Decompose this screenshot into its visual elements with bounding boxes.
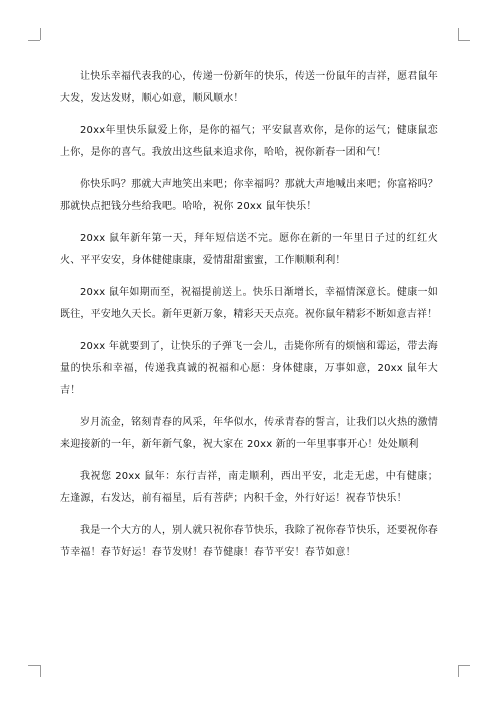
paragraph: 我祝您 20xx 鼠年：东行吉祥，南走顺利，西出平安，北走无虑，中有健康；左逢源，右发达，前有福星，后有菩萨；内积千金，外行好运！祝春节快乐！ [60,471,438,504]
paragraph: 20xx年里快乐鼠爱上你，是你的福气；平安鼠喜欢你，是你的运气；健康鼠恋上你，是你的喜气。我放出这些鼠来追求你，哈哈，祝你新春一团和气！ [60,125,438,158]
paragraph: 20xx 鼠年新年第一天，拜年短信送不完。愿你在新的一年里日子过的红红火火、平平安安，身体健健康康，爱情甜甜蜜蜜，工作顺顺利利！ [60,233,438,266]
paragraph: 让快乐幸福代表我的心，传递一份新年的快乐，传送一份鼠年的吉祥，愿君鼠年大发，发达发财，顺心如意，顺风顺水！ [60,71,438,104]
paragraph: 我是一个大方的人，别人就只祝你春节快乐，我除了祝你春节快乐，还要祝你春节幸福！春节好运！春节发财！春节健康！春节平安！春节如意！ [60,525,438,558]
paragraph: 20xx 年就要到了，让快乐的子弹飞一会儿，击毙你所有的烦恼和霉运，带去海量的快乐和幸福，传递我真诚的祝福和心愿：身体健康，万事如意，20xx 鼠年大吉！ [60,341,438,396]
document-body [60,66,438,574]
paragraph: 岁月流金，铭刻青春的风采，年华似水，传承青春的誓言，让我们以火热的激情来迎接新的一年，新年新气象，祝大家在 20xx 新的一年里事事开心！处处顺利 [60,417,438,450]
paragraph: 你快乐吗？那就大声地笑出来吧；你幸福吗？那就大声地喊出来吧；你富裕吗？那就快点把钱分些给我吧。哈哈，祝你 20xx 鼠年快乐！ [60,179,438,212]
paragraph: 20xx 鼠年如期而至，祝福提前送上。快乐日渐增长，幸福情深意长。健康一如既往，平安地久天长。新年更新万象，精彩天天点亮。祝你鼠年精彩不断如意吉祥！ [60,287,438,320]
